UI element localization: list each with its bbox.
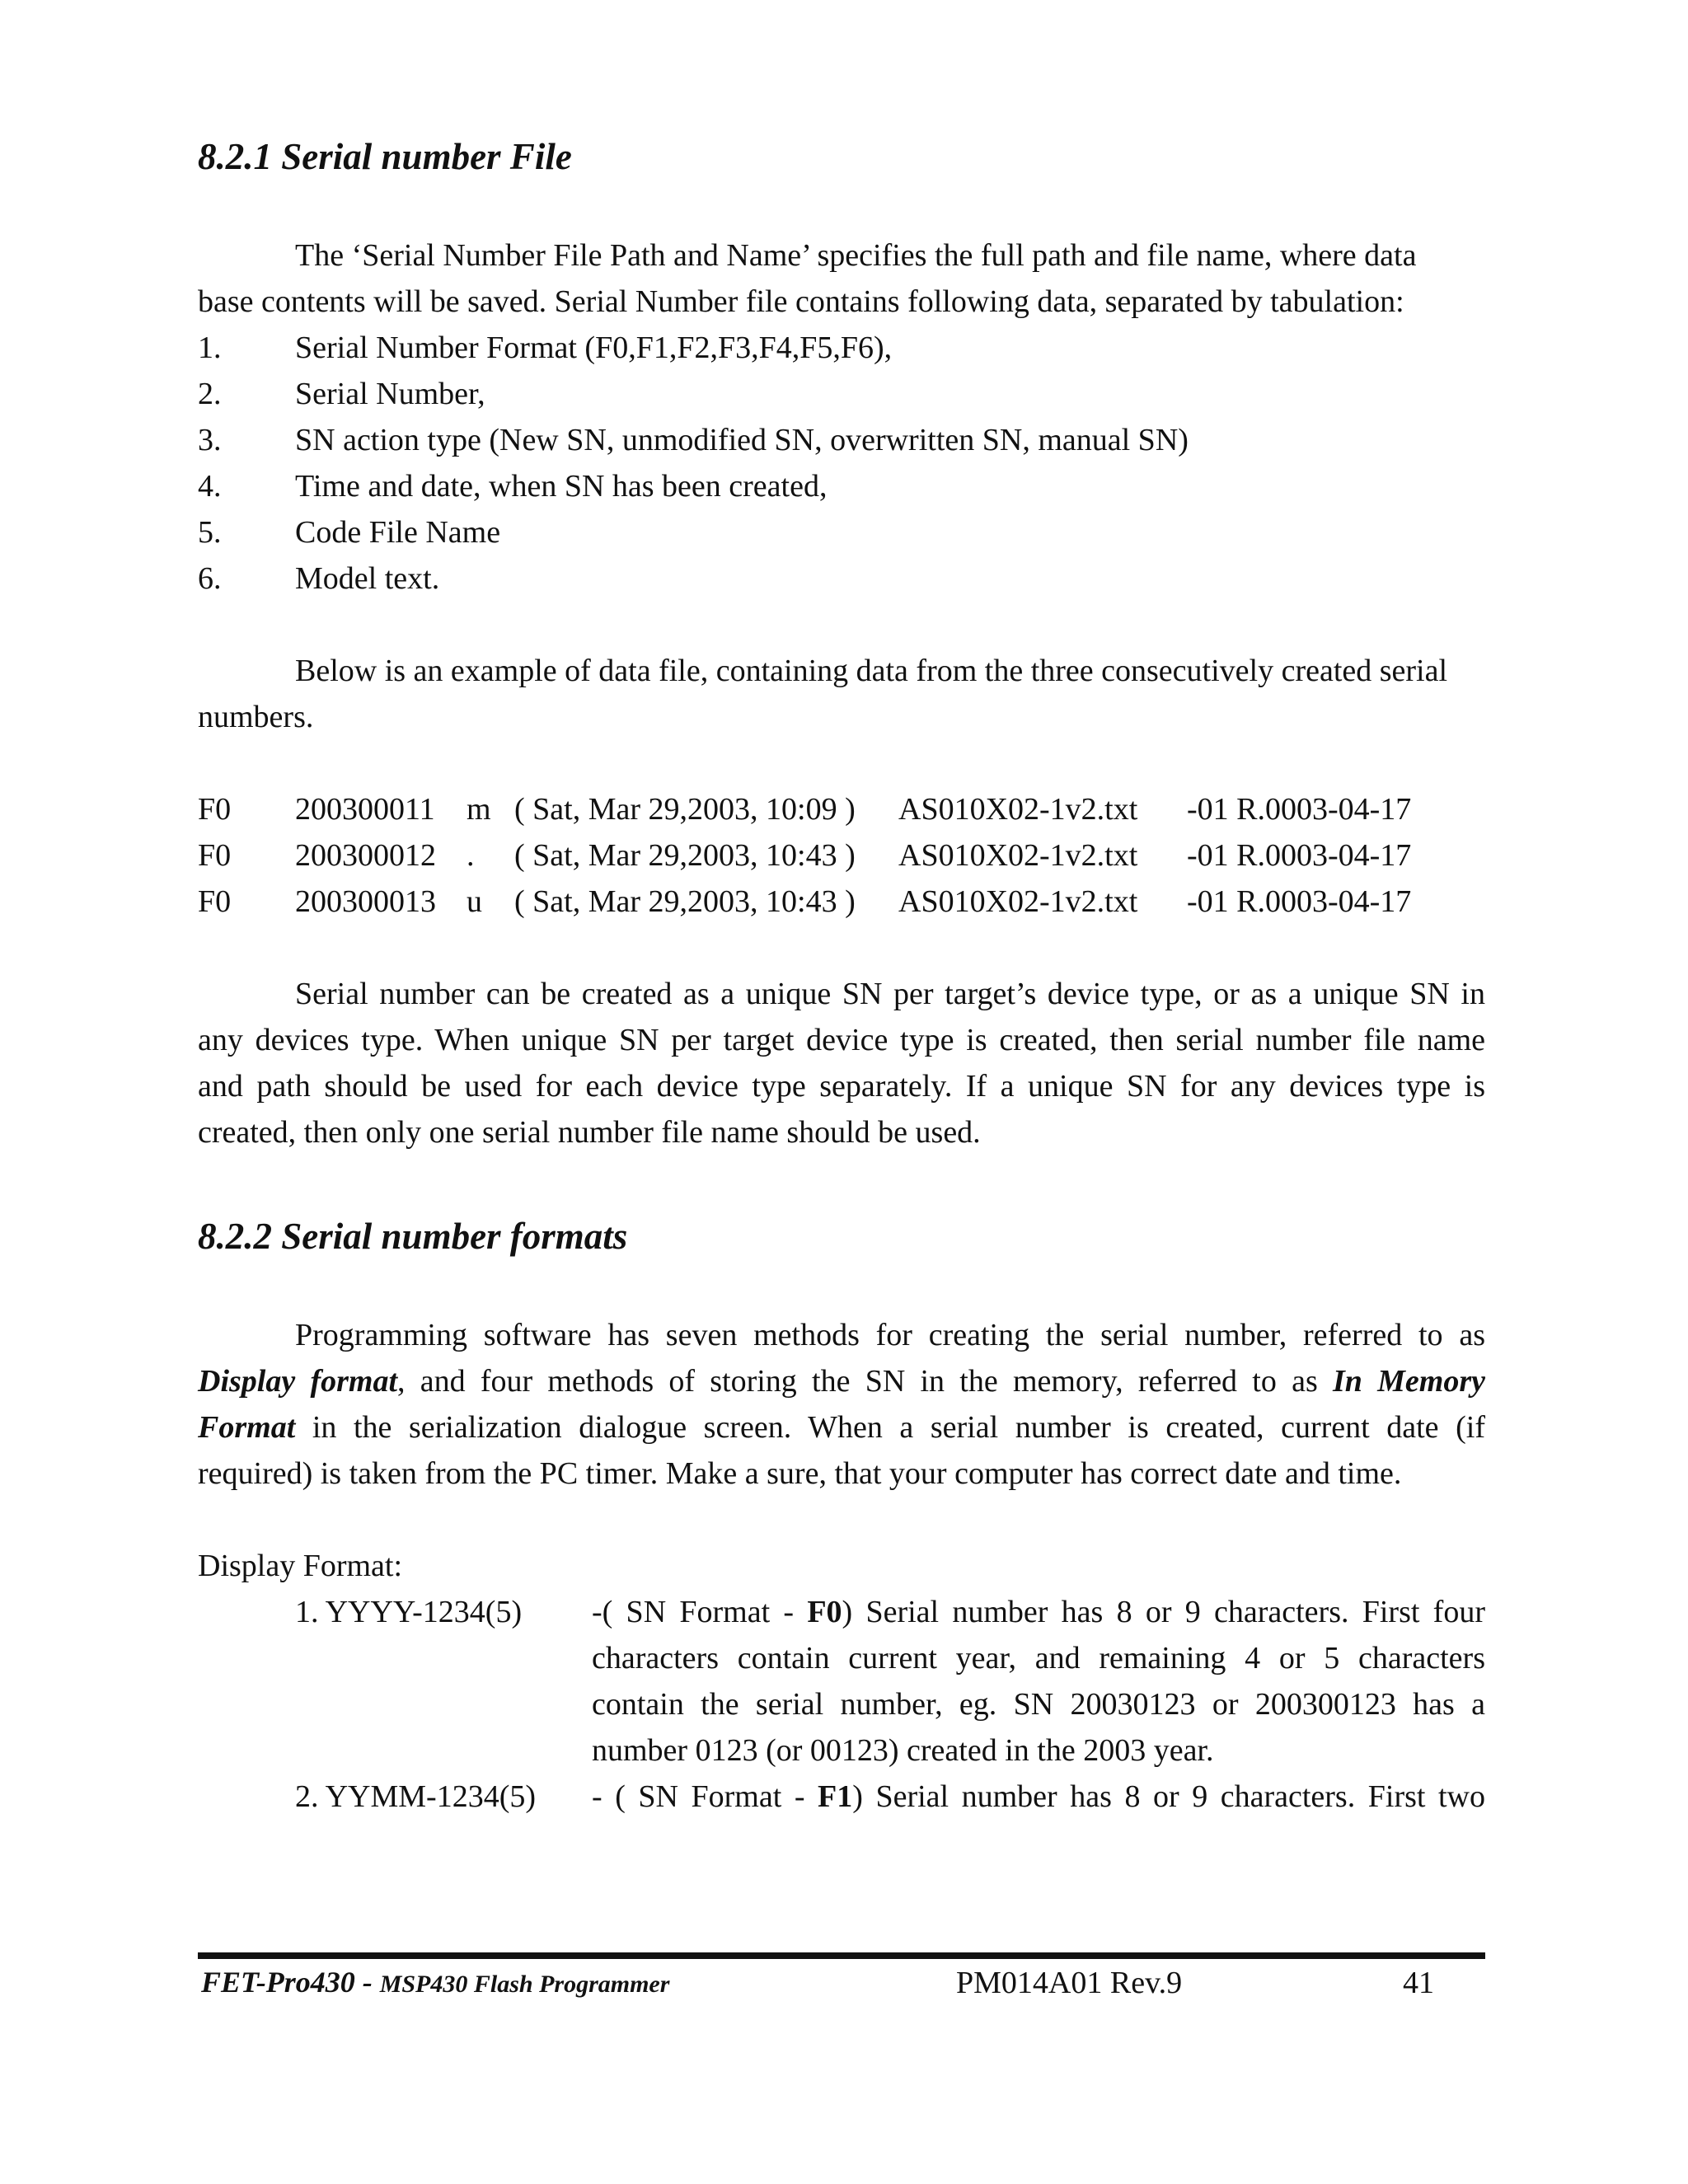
list-item-number: 5. bbox=[198, 515, 222, 550]
format-code: F1 bbox=[818, 1779, 853, 1814]
format-code: F0 bbox=[807, 1595, 842, 1629]
list-item-number: 1. bbox=[198, 330, 222, 365]
term-in-memory: In Memory bbox=[1332, 1364, 1485, 1399]
body-line: Display format, and four methods of storing the SN in the memory, referred to as In Memory bbox=[198, 1364, 1485, 1399]
list-item-number: 3. bbox=[198, 423, 222, 457]
row-model: -01 R.0003-04-17 bbox=[1187, 884, 1412, 919]
row-format: F0 bbox=[198, 884, 232, 919]
intro-line: base contents will be saved. Serial Number file contains following data, separated by tabulation: bbox=[198, 284, 1404, 319]
row-datetime: ( Sat, Mar 29,2003, 10:09 ) bbox=[514, 792, 856, 827]
section-heading: 8.2.2 Serial number formats bbox=[198, 1216, 628, 1257]
row-file: AS010X02-1v2.txt bbox=[898, 792, 1138, 827]
body-line: required) is taken from the PC timer. Make a sure, that your computer has correct date and time. bbox=[198, 1456, 1402, 1491]
footer-subtitle: MSP430 Flash Programmer bbox=[379, 1971, 670, 1998]
body-line: Format in the serialization dialogue screen. When a serial number is created, current date (if bbox=[198, 1410, 1485, 1445]
list-item-text: Time and date, when SN has been created, bbox=[295, 469, 828, 504]
row-serial: 200300013 bbox=[295, 884, 436, 919]
row-datetime: ( Sat, Mar 29,2003, 10:43 ) bbox=[514, 838, 856, 873]
row-action: u bbox=[467, 884, 482, 919]
row-datetime: ( Sat, Mar 29,2003, 10:43 ) bbox=[514, 884, 856, 919]
row-model: -01 R.0003-04-17 bbox=[1187, 792, 1412, 827]
list-item-text: Code File Name bbox=[295, 515, 501, 550]
format-label: 2. YYMM-1234(5) bbox=[295, 1779, 537, 1814]
body-line: created, then only one serial number file name should be used. bbox=[198, 1115, 981, 1150]
intro-line: The ‘Serial Number File Path and Name’ specifies the full path and file name, where data bbox=[295, 238, 1417, 273]
body-line: Serial number can be created as a unique SN per target’s device type, or as a unique SN in bbox=[295, 977, 1485, 1011]
row-serial: 200300011 bbox=[295, 792, 435, 827]
format-description: -( SN Format - F0) Serial number has 8 or 9 characters. First four bbox=[592, 1595, 1485, 1629]
format-label: 1. YYYY-1234(5) bbox=[295, 1595, 523, 1629]
page-number: 41 bbox=[1403, 1966, 1434, 2000]
body-line: Programming software has seven methods for creating the serial number, referred to as bbox=[295, 1318, 1485, 1352]
body-line: and path should be used for each device type separately. If a unique SN for any devices type is bbox=[198, 1069, 1485, 1104]
term-format: Format bbox=[198, 1410, 296, 1445]
list-item-text: SN action type (New SN, unmodified SN, overwritten SN, manual SN) bbox=[295, 423, 1189, 457]
example-intro-line: numbers. bbox=[198, 700, 314, 734]
row-format: F0 bbox=[198, 792, 232, 827]
row-model: -01 R.0003-04-17 bbox=[1187, 838, 1412, 873]
row-file: AS010X02-1v2.txt bbox=[898, 838, 1138, 873]
format-description: contain the serial number, eg. SN 20030123 or 200300123 has a bbox=[592, 1687, 1485, 1722]
row-serial: 200300012 bbox=[295, 838, 436, 873]
list-item-number: 6. bbox=[198, 561, 222, 596]
body-line: any devices type. When unique SN per target device type is created, then serial number file name bbox=[198, 1023, 1485, 1057]
format-description: - ( SN Format - F1) Serial number has 8 or 9 characters. First two bbox=[592, 1779, 1485, 1814]
list-item-text: Model text. bbox=[295, 561, 440, 596]
section-heading: 8.2.1 Serial number File bbox=[198, 136, 572, 177]
row-format: F0 bbox=[198, 838, 232, 873]
format-description: number 0123 (or 00123) created in the 2003 year. bbox=[592, 1733, 1214, 1768]
list-item-number: 2. bbox=[198, 377, 222, 411]
list-item-text: Serial Number Format (F0,F1,F2,F3,F4,F5,F6), bbox=[295, 330, 893, 365]
footer-rule bbox=[198, 1952, 1485, 1959]
list-item-number: 4. bbox=[198, 469, 222, 504]
display-format-label: Display Format: bbox=[198, 1549, 403, 1583]
row-file: AS010X02-1v2.txt bbox=[898, 884, 1138, 919]
footer-doc-id: PM014A01 Rev.9 bbox=[956, 1966, 1183, 2000]
example-intro-line: Below is an example of data file, containing data from the three consecutively created serial bbox=[295, 654, 1448, 688]
row-action: . bbox=[467, 838, 475, 873]
term-display-format: Display format bbox=[198, 1364, 397, 1399]
list-item-text: Serial Number, bbox=[295, 377, 485, 411]
row-action: m bbox=[467, 792, 491, 827]
footer-title: FET-Pro430 - bbox=[201, 1966, 380, 1999]
format-description: characters contain current year, and remaining 4 or 5 characters bbox=[592, 1641, 1485, 1675]
footer-product bbox=[201, 1965, 669, 1999]
